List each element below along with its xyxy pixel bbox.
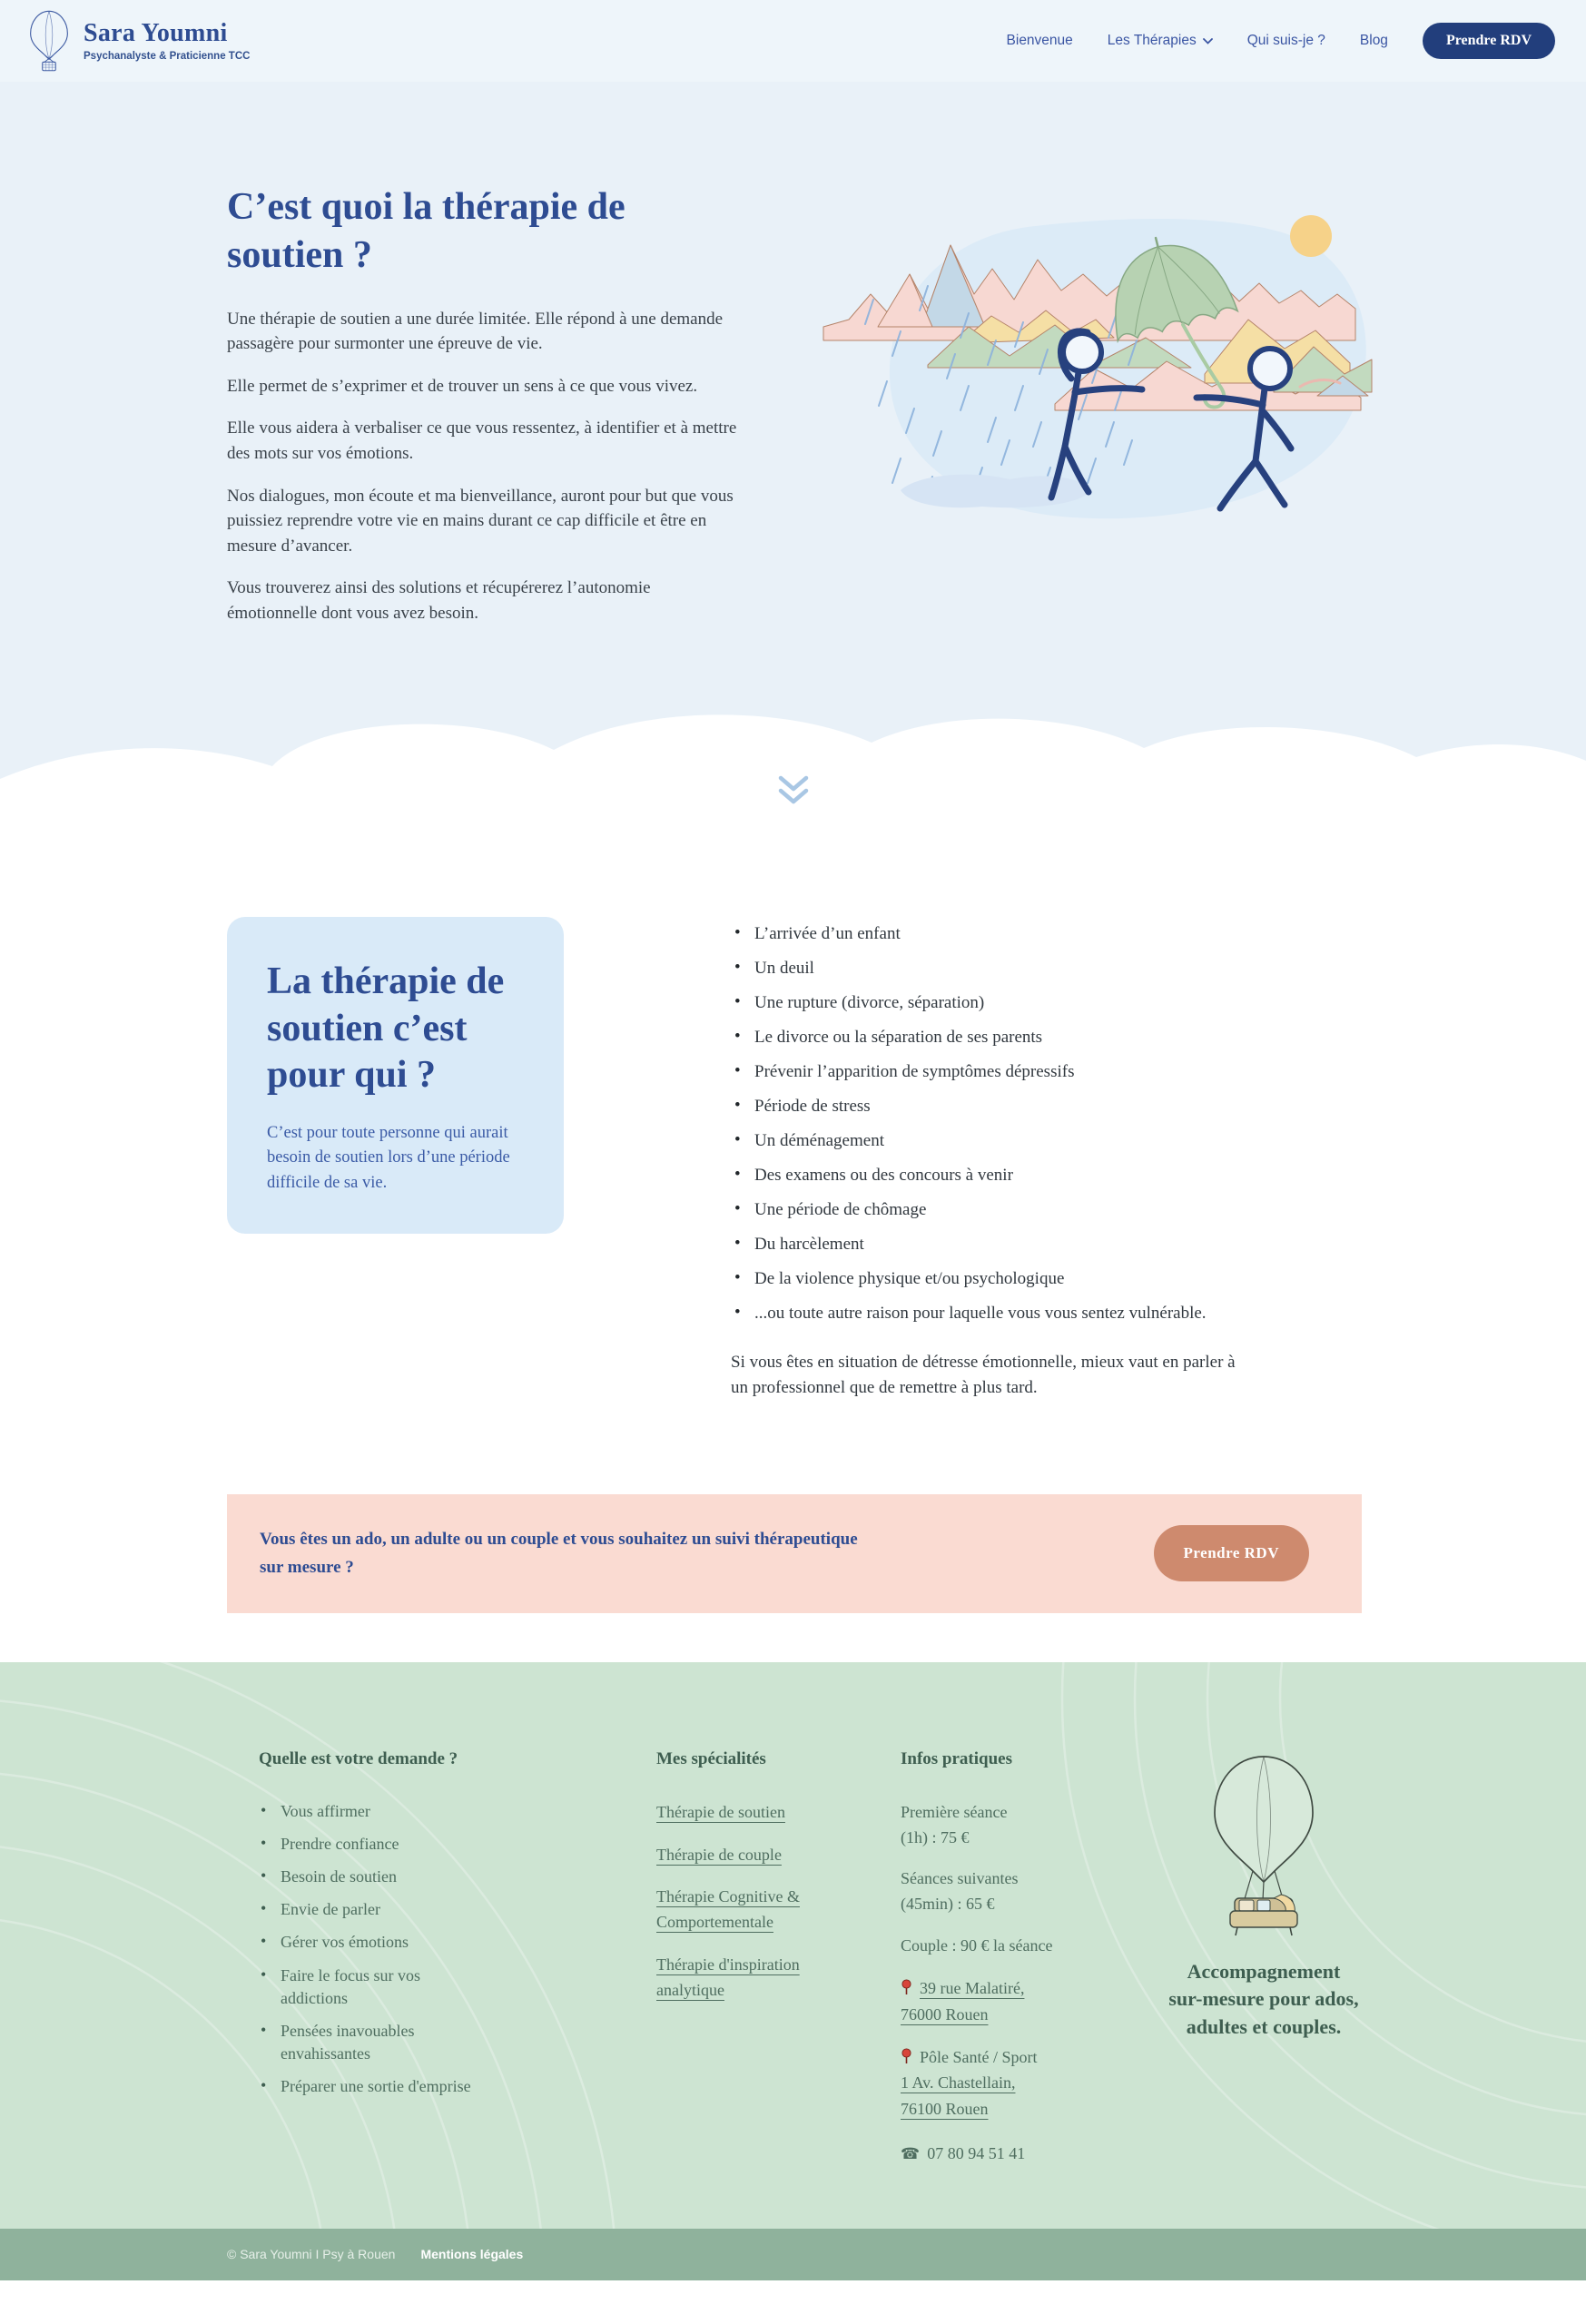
umbrella-rain-illustration [810, 109, 1373, 522]
address-block [901, 1975, 1128, 2028]
scroll-down-indicator[interactable] [777, 775, 810, 806]
map-pin-icon [901, 1979, 912, 1995]
who-card-title: La thérapie de soutien c’est pour qui ? [267, 960, 505, 1097]
list-item: • Du harcèlement [731, 1233, 1239, 1257]
brand-name: Sara Youmni [84, 19, 228, 48]
hero-paragraph: Elle vous aidera à verbaliser ce que vous ressentez, à identifier et à mettre des mots sur vos émotions. [227, 419, 737, 463]
who-bullet-list [731, 922, 1239, 1326]
map-pin-icon [901, 2048, 912, 2064]
page-title: C’est quoi la thérapie de soutien ? [227, 186, 626, 276]
nav-label: Bienvenue [1006, 33, 1073, 48]
main-nav [1007, 23, 1555, 59]
nav-label: Blog [1359, 33, 1388, 48]
address-link[interactable]: 76100 Rouen [901, 2100, 989, 2119]
footer-heading: Infos pratiques [901, 1748, 1012, 1768]
cta-banner [227, 1494, 1362, 1613]
list-item: • Des examens ou des concours à venir [731, 1164, 1239, 1188]
nav-item-blog[interactable] [1360, 33, 1388, 49]
price-line: Couple : 90 € la séance [901, 1936, 1053, 1955]
phone-icon: ☎ [901, 2144, 921, 2163]
price-item [901, 1800, 1128, 1851]
footer-tagline: Accompagnement sur-mesure pour ados, adultes et couples. [1168, 1959, 1359, 2039]
address-link[interactable]: 76000 Rouen [901, 2004, 989, 2024]
specialty-link-therapie-de-soutien[interactable]: Thérapie de soutien [656, 1802, 785, 1821]
who-closing-text: Si vous êtes en situation de détresse émotionnelle, mieux vaut en parler à un professionnel que de remettre à plus tard. [731, 1352, 1236, 1398]
main-content [0, 826, 1586, 1613]
hero-paragraph: Nos dialogues, mon écoute et ma bienveillance, auront pour but que vous puissiez reprendre votre vie en mains durant ce cap difficile et être en mesure d’avancer. [227, 486, 734, 556]
hero-section [0, 82, 1586, 826]
list-item: • Besoin de soutien [259, 1866, 482, 1888]
phone-link[interactable]: 07 80 94 51 41 [927, 2144, 1026, 2163]
nav-label: Qui suis-je ? [1246, 33, 1325, 48]
footer-column-infos [901, 1749, 1128, 2163]
list-item: • Préparer une sortie d'emprise [259, 2075, 482, 2098]
price-line: (45min) : 65 € [901, 1895, 995, 1914]
price-item [901, 1934, 1128, 1959]
list-item: • Vous affirmer [259, 1800, 482, 1823]
balloon-sofa-illustration [1200, 1753, 1327, 1944]
list-item: • ...ou toute autre raison pour laquelle vous vous sentez vulnérable. [731, 1302, 1239, 1326]
nav-label: Les Thérapies [1107, 33, 1197, 48]
footer-heading: Quelle est votre demande ? [259, 1748, 458, 1768]
site-footer [0, 1662, 1586, 2229]
address-name: Pôle Santé / Sport [920, 2047, 1038, 2066]
price-line: (1h) : 75 € [901, 1827, 970, 1846]
price-item [901, 1866, 1128, 1917]
cta-prendre-rdv-button[interactable]: Prendre RDV [1154, 1525, 1309, 1581]
nav-item-les-therapies[interactable] [1108, 33, 1213, 49]
demande-list [259, 1800, 482, 2099]
list-item: • Un déménagement [731, 1129, 1239, 1154]
who-section [227, 917, 1586, 1402]
mentions-legales-link[interactable]: Mentions légales [420, 2247, 524, 2262]
footer-column-specialites [656, 1749, 901, 2163]
address-block [901, 2044, 1128, 2122]
list-item: • Un deuil [731, 957, 1239, 981]
list-item: • Une période de chômage [731, 1198, 1239, 1223]
list-item: • Une rupture (divorce, séparation) [731, 991, 1239, 1016]
prendre-rdv-button[interactable]: Prendre RDV [1423, 23, 1555, 59]
cta-text: Vous êtes un ado, un adulte ou un couple et vous souhaitez un suivi thérapeutique sur mesure ? [260, 1529, 858, 1578]
phone-block [901, 2144, 1128, 2163]
specialty-link-therapie-de-couple[interactable]: Thérapie de couple [656, 1845, 782, 1864]
hero-paragraph: Une thérapie de soutien a une durée limitée. Elle répond à une demande passagère pour surmonter une épreuve de vie. [227, 309, 724, 354]
who-card-text: C’est pour toute personne qui aurait besoin de soutien lors d’une période difficile de sa vie. [267, 1123, 510, 1192]
site-header [0, 0, 1586, 82]
list-item: • L’arrivée d’un enfant [731, 922, 1239, 947]
hero-paragraph: Vous trouverez ainsi des solutions et récupérerez l’autonomie émotionnelle dont vous avez besoin. [227, 578, 651, 623]
list-item: • Pensées inavouables envahissantes [259, 2020, 482, 2065]
price-line: Séances suivantes [901, 1869, 1019, 1888]
bottom-bar [0, 2229, 1586, 2280]
specialty-link-tcc[interactable]: Thérapie Cognitive & Comportementale [656, 1887, 800, 1932]
chevron-down-icon [1203, 38, 1213, 44]
brand-tagline: Psychanalyste & Praticienne TCC [84, 50, 251, 62]
footer-heading: Mes spécialités [656, 1748, 766, 1768]
who-list-column [731, 917, 1239, 1402]
list-item: • Envie de parler [259, 1898, 482, 1921]
hero-paragraph: Elle permet de s’exprimer et de trouver un sens à ce que vous vivez. [227, 376, 698, 396]
brand-logo[interactable] [27, 9, 250, 73]
double-chevron-down-icon [777, 775, 810, 806]
list-item: • De la violence physique et/ou psychologique [731, 1267, 1239, 1292]
price-line: Première séance [901, 1802, 1008, 1821]
footer-column-balloon [1123, 1749, 1404, 2163]
specialty-link-analytique[interactable]: Thérapie d'inspiration analytique [656, 1955, 800, 2000]
list-item: • Gérer vos émotions [259, 1931, 482, 1954]
list-item: • Période de stress [731, 1095, 1239, 1119]
brand-text [84, 20, 250, 62]
list-item: • Prévenir l’apparition de symptômes dépressifs [731, 1060, 1239, 1085]
address-link[interactable]: 1 Av. Chastellain, [901, 2073, 1016, 2093]
footer-column-demande [259, 1749, 656, 2163]
list-item: • Le divorce ou la séparation de ses parents [731, 1026, 1239, 1050]
list-item: • Prendre confiance [259, 1833, 482, 1856]
list-item: • Faire le focus sur vos addictions [259, 1965, 482, 2010]
address-link[interactable]: 39 rue Malatiré, [920, 1979, 1025, 1998]
copyright-text: © Sara Youmni I Psy à Rouen [227, 2247, 396, 2262]
hot-air-balloon-logo-icon [27, 9, 71, 73]
nav-item-bienvenue[interactable] [1007, 33, 1073, 49]
hero-text-column [227, 82, 744, 643]
who-card [227, 917, 564, 1234]
nav-item-qui-suis-je[interactable] [1247, 33, 1325, 49]
